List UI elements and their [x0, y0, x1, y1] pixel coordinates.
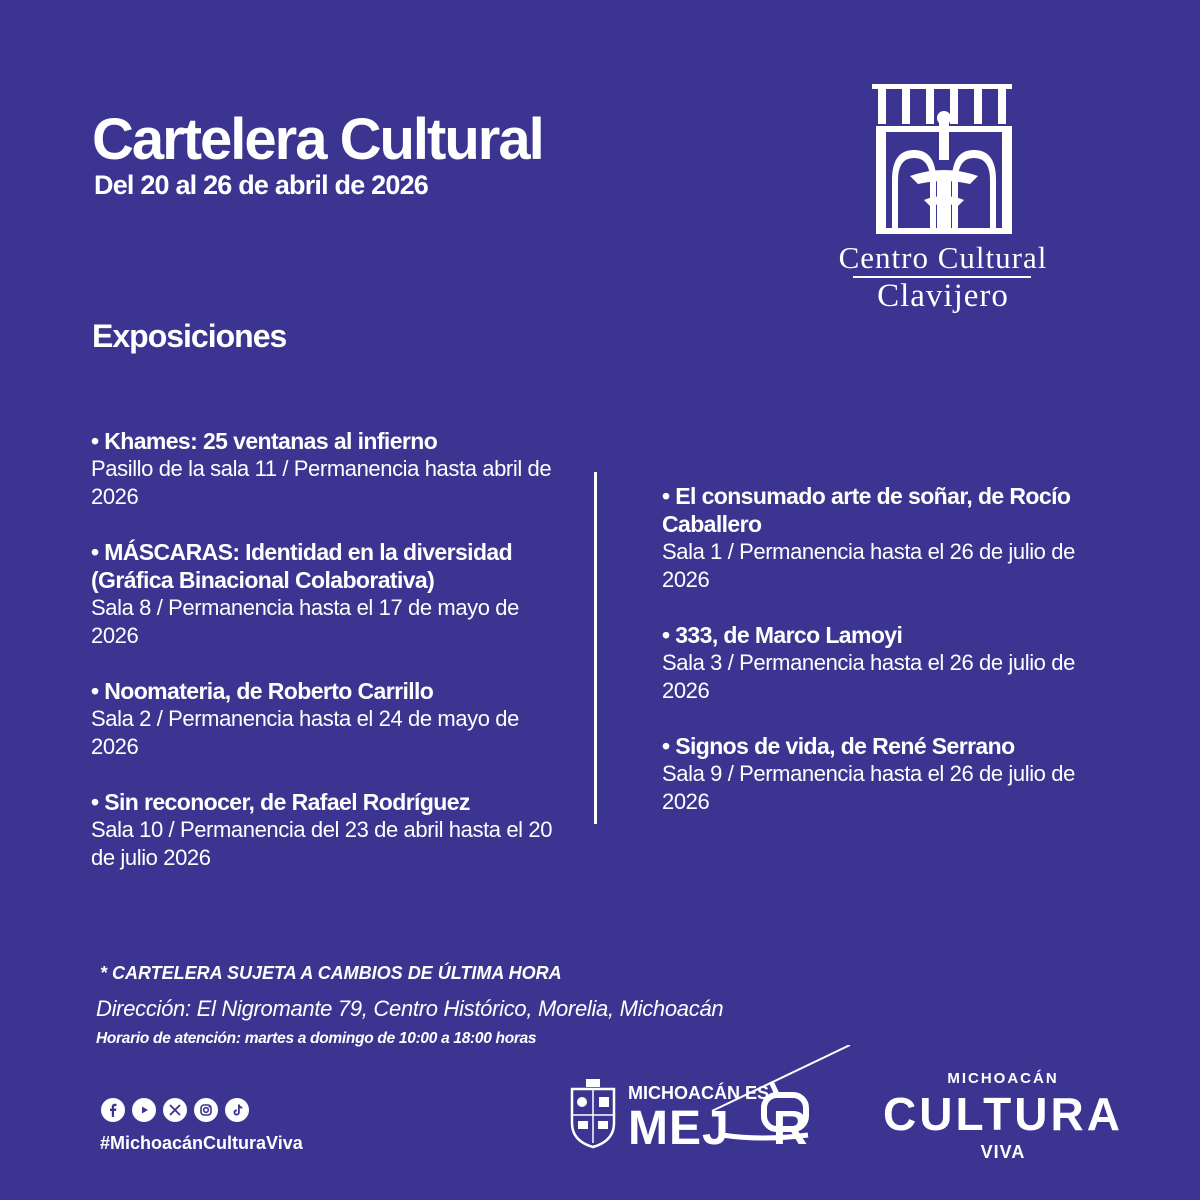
michoacan-es-mejor-logo	[562, 1045, 862, 1155]
centro-cultural-clavijero-logo	[798, 80, 1098, 320]
exhibition-detail: Pasillo de la sala 11 / Permanencia hasta abril de 2026	[91, 456, 552, 509]
exhibition-title: • El consumado arte de soñar, de Rocío Caballero	[662, 483, 1071, 537]
x-icon[interactable]	[163, 1098, 187, 1122]
schedule-notice: * CARTELERA SUJETA A CAMBIOS DE ÚLTIMA HORA	[100, 963, 562, 983]
social-icons	[101, 1098, 249, 1122]
exhibition-detail: Sala 3 / Permanencia hasta el 26 de julio de 2026	[662, 650, 1075, 703]
logo-text-centro-cultural: Centro Cultural	[838, 240, 1048, 275]
opening-hours: Horario de atención: martes a domingo de 10:00 a 18:00 horas	[96, 1030, 537, 1047]
cultura-logo-top: MICHOACÁN	[947, 1070, 1059, 1087]
cultura-logo-main: CULTURA	[883, 1088, 1123, 1140]
exhibition-detail: Sala 10 / Permanencia del 23 de abril hasta el 20 de julio 2026	[91, 817, 553, 870]
instagram-icon[interactable]	[194, 1098, 218, 1122]
exhibition-detail: Sala 8 / Permanencia hasta el 17 de mayo de 2026	[91, 595, 519, 648]
exhibition-item	[662, 732, 1122, 816]
exhibition-item	[91, 538, 561, 650]
exhibition-item	[662, 621, 1122, 705]
mejor-text: MEJ R	[628, 1102, 809, 1155]
michoacan-es-text: MICHOACÁN ES	[628, 1083, 770, 1103]
hashtag: #MichoacánCulturaViva	[100, 1133, 303, 1153]
exhibition-item	[662, 482, 1122, 594]
column-divider	[594, 472, 597, 824]
tiktok-icon[interactable]	[225, 1098, 249, 1122]
page-title: Cartelera Cultural	[92, 107, 543, 172]
michoacan-cultura-viva-logo	[878, 1068, 1128, 1168]
exhibition-detail: Sala 2 / Permanencia hasta el 24 de mayo de 2026	[91, 706, 519, 759]
exhibition-detail: Sala 9 / Permanencia hasta el 26 de julio de 2026	[662, 761, 1075, 814]
facebook-icon[interactable]	[101, 1098, 125, 1122]
fountain-arches-icon	[798, 80, 1088, 240]
exhibition-title: • Signos de vida, de René Serrano	[662, 733, 1015, 759]
exhibition-title: • Khames: 25 ventanas al infierno	[91, 428, 438, 454]
exhibition-title: • Noomateria, de Roberto Carrillo	[91, 678, 434, 704]
address-text: Dirección: El Nigromante 79, Centro Histórico, Morelia, Michoacán	[96, 996, 724, 1021]
exhibition-detail: Sala 1 / Permanencia hasta el 26 de julio de 2026	[662, 539, 1075, 592]
exhibitions-right-column	[662, 482, 1122, 843]
date-range: Del 20 al 26 de abril de 2026	[94, 170, 429, 200]
exhibition-item	[91, 427, 561, 511]
section-title-exposiciones: Exposiciones	[92, 318, 287, 354]
coat-of-arms-icon	[568, 1077, 618, 1149]
exhibition-title: • 333, de Marco Lamoyi	[662, 622, 903, 648]
exhibition-title: • MÁSCARAS: Identidad en la diversidad (Gráfica Binacional Colaborativa)	[91, 539, 513, 593]
cultura-logo-bottom: VIVA	[980, 1142, 1026, 1162]
exhibition-title: • Sin reconocer, de Rafael Rodríguez	[91, 789, 470, 815]
exhibition-item	[91, 677, 561, 761]
exhibitions-left-column	[91, 427, 561, 899]
logo-text-clavijero: Clavijero	[877, 278, 1009, 314]
exhibition-item	[91, 788, 561, 872]
youtube-icon[interactable]	[132, 1098, 156, 1122]
